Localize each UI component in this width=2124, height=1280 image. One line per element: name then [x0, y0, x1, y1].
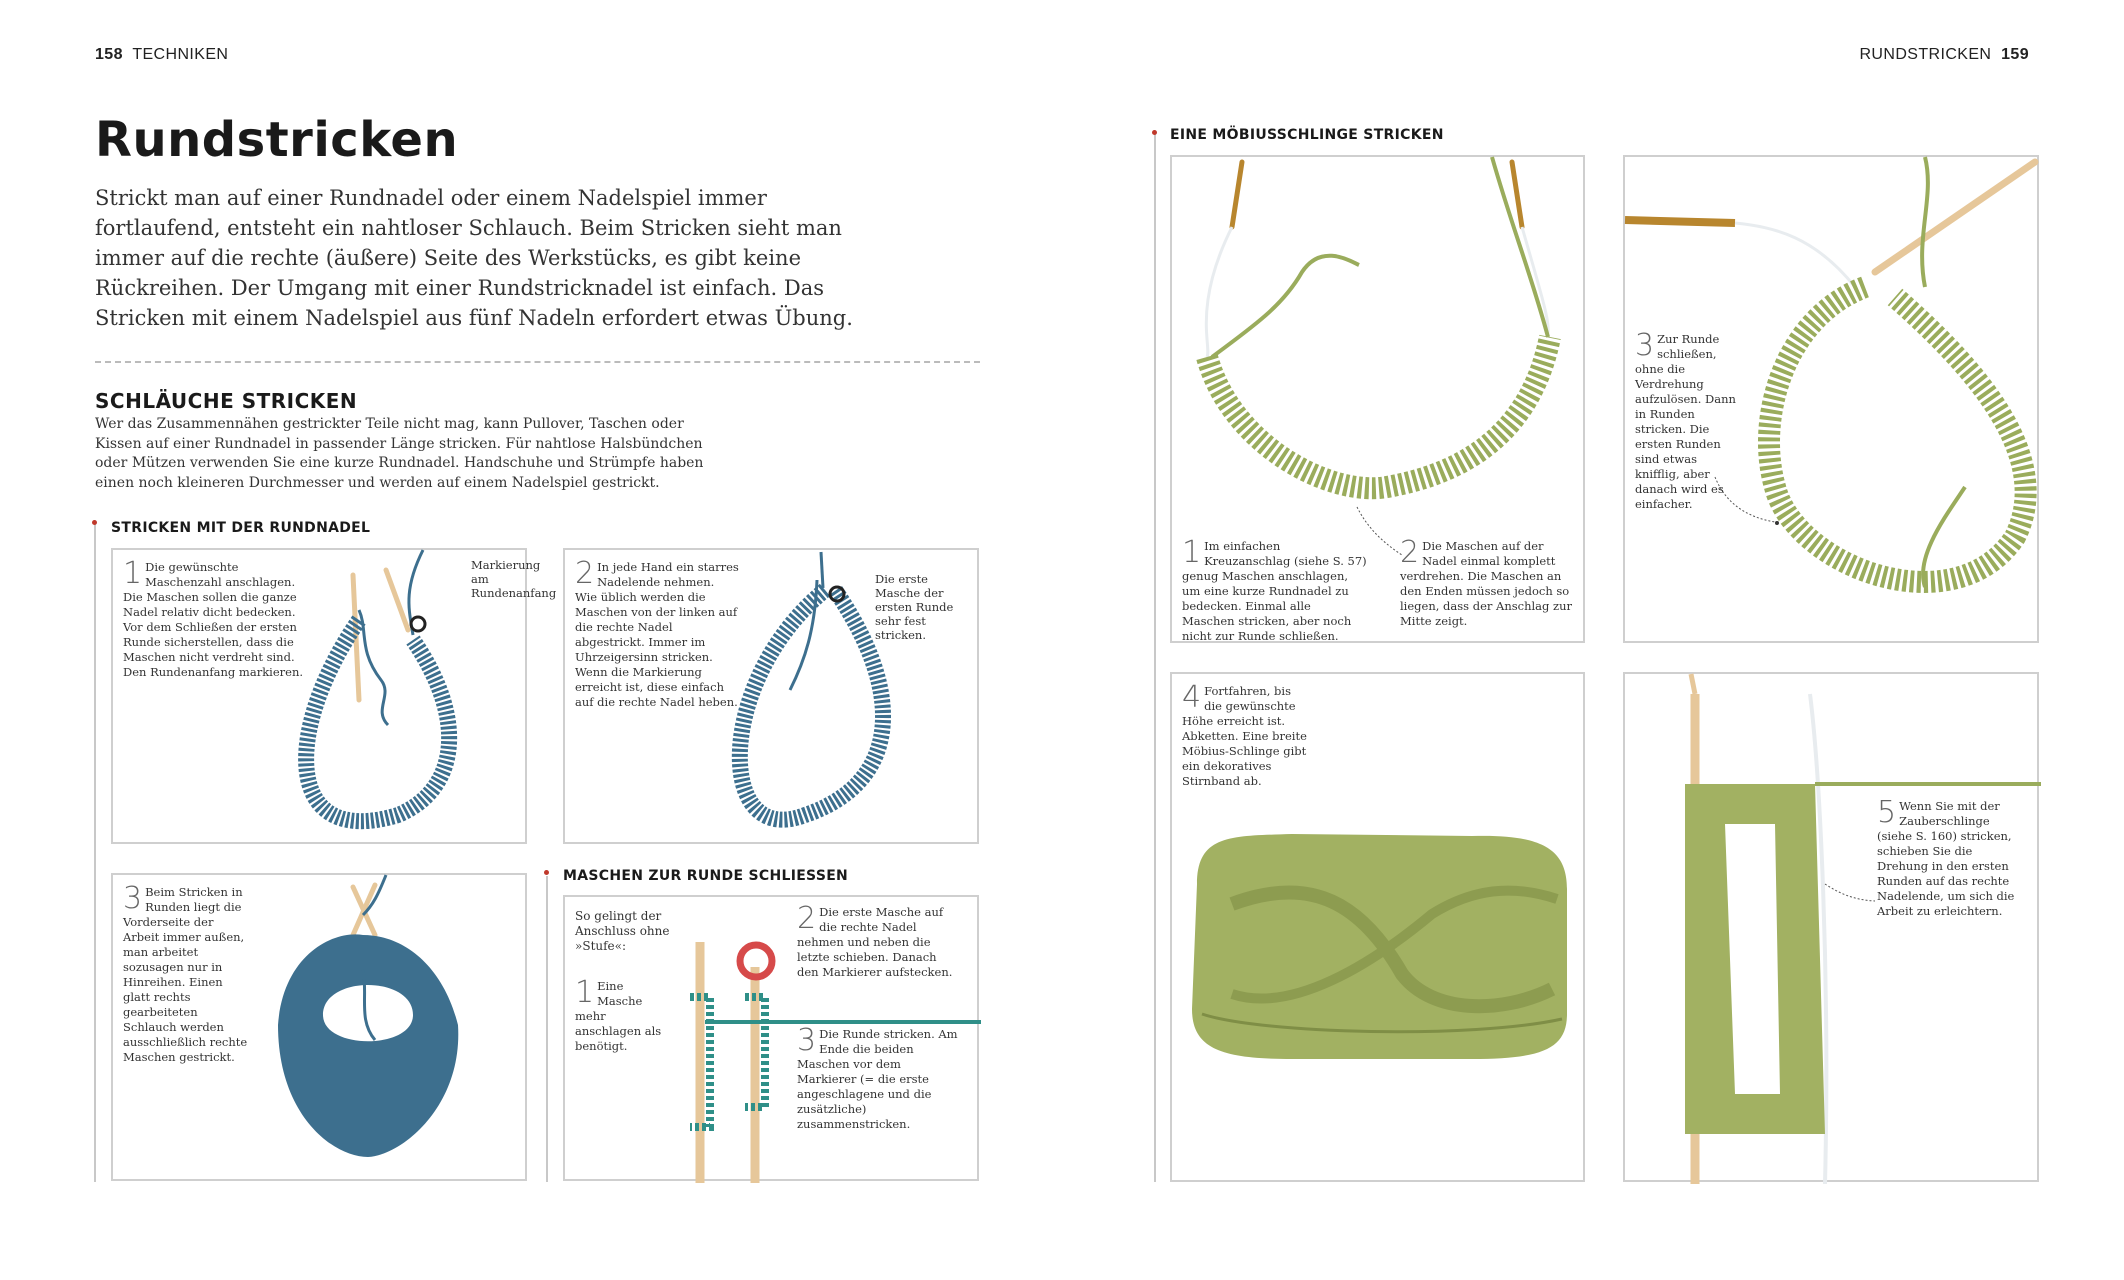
left-folio — [95, 46, 228, 64]
green-moebius-magic-loop-illustration — [1625, 674, 2041, 1184]
rule-dot — [1152, 130, 1157, 135]
first-stitch-label: Die erste Masche der ersten Runde sehr fest stricken. — [875, 572, 954, 642]
step-number: 5 — [1877, 795, 1897, 830]
close-round-step3 — [797, 1023, 962, 1132]
moebius-step-panel-3 — [1623, 155, 2039, 643]
step-number: 1 — [575, 975, 595, 1010]
intro-paragraph: Strickt man auf einer Rundnadel oder einem Nadelspiel immer fortlaufend, entsteht ein nahtloser Schlauch. Beim Stricken sieht man immer auf die rechte (äußere) Seite des Werkstücks, es gibt keine Rückreihen. Der Umgang mit einer Rundstricknadel ist einfach. Das Stricken mit einem Nadelspiel aus fünf Nadeln erfordert etwas Übung. — [95, 186, 853, 330]
step-text: Im einfachen Kreuzanschlag (siehe S. 57) genug Maschen anschlagen, um eine kurze Rundnadel zu bedecken. Einmal alle Maschen stricken, aber noch nicht zur Runde schließen. — [1182, 539, 1367, 643]
step3-caption — [123, 881, 248, 1065]
moebius-step5-caption — [1877, 795, 2027, 919]
moebius-step4-caption — [1182, 680, 1312, 789]
step-number: 3 — [123, 881, 143, 916]
step-text: Fortfahren, bis die gewünschte Höhe erreicht ist. Abketten. Eine breite Möbius-Schlinge gibt ein dekoratives Stirnband ab. — [1182, 684, 1307, 788]
step-text: Die gewünschte Maschenzahl anschlagen. Die Maschen sollen die ganze Nadel relativ dicht bedecken. Vor dem Schließen der ersten Runde sicherstellen, dass die Maschen nicht verdreht sind. Den Rundenanfang markieren. — [123, 560, 304, 679]
step-number: 3 — [797, 1023, 817, 1058]
right-folio — [1859, 46, 2029, 64]
marker-label: Markierung am Rundenanfang — [471, 558, 557, 600]
step-text: Die Maschen auf der Nadel einmal komplett verdrehen. Die Maschen an den Enden müssen jedoch so liegen, dass der Anschlag zur Mitte zeigt. — [1400, 539, 1573, 628]
moebius-step3-caption — [1635, 328, 1745, 512]
step-text: Die Runde stricken. Am Ende die beiden Maschen vor dem Markierer (= die erste angeschlagene und die zusätzliche) zusammenstricken. — [797, 1027, 958, 1131]
moebius-step1-caption — [1182, 535, 1367, 644]
close-round-step2 — [797, 901, 957, 980]
step-number: 1 — [1182, 535, 1202, 570]
step2-caption — [575, 556, 740, 710]
step-panel-3 — [111, 873, 527, 1181]
moebius-step-panel-1 — [1170, 155, 1585, 643]
step-text: Die erste Masche auf die rechte Nadel nehmen und neben die letzte schieben. Danach den Markierer aufstecken. — [797, 905, 953, 979]
right-page-number: 159 — [2001, 46, 2029, 63]
close-round-step1 — [575, 975, 670, 1054]
close-round-intro-text: So gelingt der Anschluss ohne »Stufe«: — [575, 909, 670, 953]
step-number: 2 — [797, 901, 817, 936]
subheading-close-round: MASCHEN ZUR RUNDE SCHLIESSEN — [563, 868, 849, 884]
right-section-name: RUNDSTRICKEN — [1859, 46, 1992, 63]
step-number: 2 — [1400, 535, 1420, 570]
step-number: 1 — [123, 556, 143, 591]
step1-caption — [123, 556, 308, 680]
rule-left — [94, 522, 96, 1182]
rule-close-round — [546, 876, 548, 1182]
step-panel-1 — [111, 548, 557, 844]
page-title: Rundstricken — [95, 112, 459, 168]
rule-right — [1154, 134, 1156, 1182]
left-page-number: 158 — [95, 46, 123, 63]
moebius-step-panel-4 — [1170, 672, 1585, 1182]
step-text: Eine Masche mehr anschlagen als benötigt. — [575, 979, 662, 1053]
rule-dot — [544, 870, 549, 875]
close-round-intro — [575, 909, 675, 954]
section-text-tubes: Wer das Zusammennähen gestrickter Teile nicht mag, kann Pullover, Taschen oder Kissen auf einer Rundnadel in passender Länge stricken. Für nahtlose Halsbündchen oder Mützen verwenden Sie eine kurze Rundnadel. Handschuhe und Strümpfe haben einen noch kleineren Durchmesser und werden auf einem Nadelspiel gestrickt. — [95, 416, 704, 491]
step-number: 4 — [1182, 680, 1202, 715]
step-text: Wenn Sie mit der Zauberschlinge (siehe S. 160) stricken, schieben Sie die Drehung in den ersten Runden auf das rechte Nadelende, um sich die Arbeit zu erleichtern. — [1877, 799, 2015, 918]
step-text: Zur Runde schließen, ohne die Verdrehung aufzulösen. Dann in Runden stricken. Die ersten Runden sind etwas knifflig, aber danach wird es einfacher. — [1635, 332, 1736, 511]
step-text: In jede Hand ein starres Nadelende nehmen. Wie üblich werden die Maschen von der linken auf die rechte Nadel abgestrickt. Immer im Uhrzeigersinn stricken. Wenn die Markierung erreicht ist, diese einfach auf die rechte Nadel heben. — [575, 560, 739, 709]
step-number: 3 — [1635, 328, 1655, 363]
close-round-panel — [563, 895, 979, 1181]
section-heading-tubes: SCHLÄUCHE STRICKEN — [95, 389, 358, 413]
section-divider — [95, 361, 980, 363]
left-section-name: TECHNIKEN — [132, 46, 229, 63]
step-text: Beim Stricken in Runden liegt die Vorderseite der Arbeit immer außen, man arbeitet sozusagen nur in Hinreihen. Einen glatt rechts gearbeiteten Schlauch werden ausschließlich rechte Maschen gestrickt. — [123, 885, 248, 1064]
subheading-circular-needle: STRICKEN MIT DER RUNDNADEL — [111, 520, 371, 536]
step-panel-2 — [563, 548, 979, 844]
rule-dot — [92, 520, 97, 525]
subheading-moebius: EINE MÖBIUSSCHLINGE STRICKEN — [1170, 127, 1444, 143]
moebius-step-panel-5 — [1623, 672, 2039, 1182]
step-number: 2 — [575, 556, 595, 591]
moebius-step2-caption — [1400, 535, 1580, 629]
